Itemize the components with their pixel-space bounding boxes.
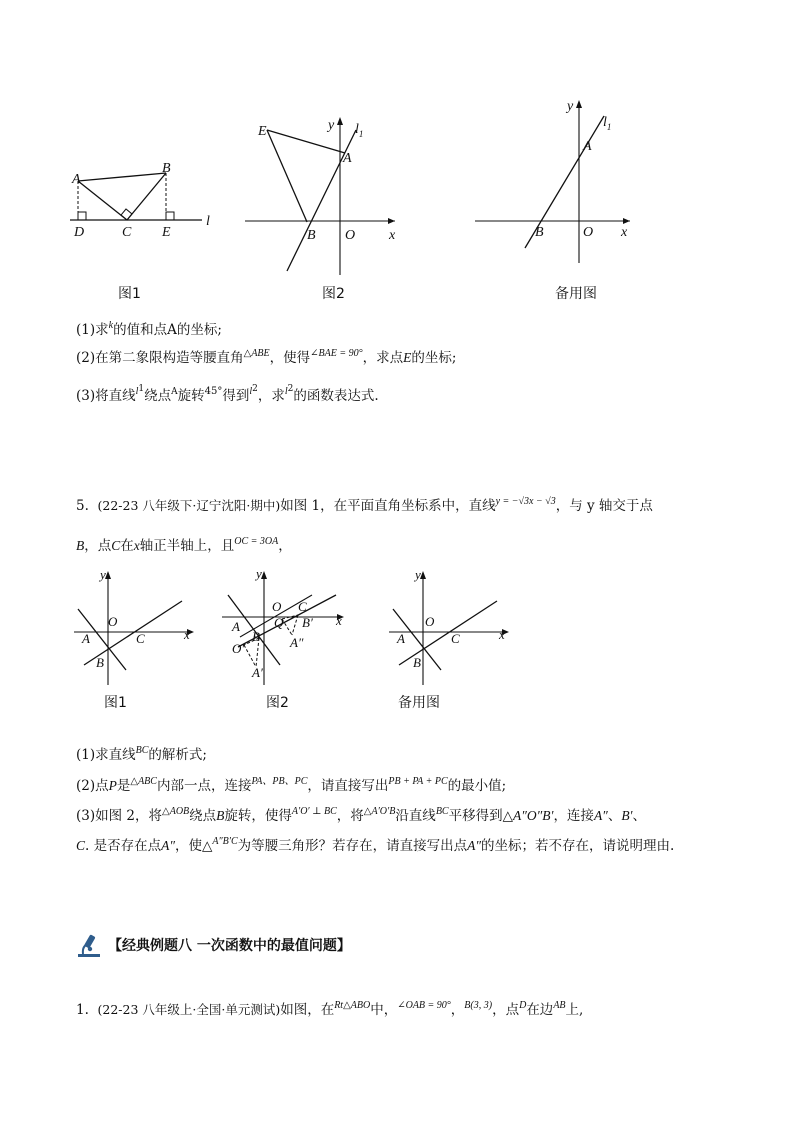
label-O: O bbox=[272, 599, 282, 614]
label-B: B bbox=[162, 161, 171, 176]
label-l: l bbox=[206, 214, 210, 229]
section-title: 【经典例题八 一次函数中的最值问题】 bbox=[108, 938, 351, 954]
label-l1: $l_1$ bbox=[603, 115, 612, 132]
q5-line1: 5. (22-23 八年级下·辽宁沈阳·期中)如图 1，在平面直角坐标系中，直线$^{y = -√3x - √3}$，与 y 轴交于点 bbox=[76, 496, 653, 514]
q5-part3-line1: (3)如图 2，将$^{\triangle AOB}$绕点B旋转，使得$^{A'O' \perp BC}$，将$^{\triangle A'O'B}$沿直线$^{BC}$平移得到△A″O″B′，连接A″、B′、 bbox=[76, 806, 647, 824]
label-y: y bbox=[415, 567, 421, 582]
q5-part1: (1)求直线$^{BC}$的解析式; bbox=[76, 745, 207, 763]
q4-part3: (3)将直线$^{l1}$绕点$^A$旋转$^{45^\circ}$得到$^{l2}$，求$^{l2}$的函数表达式. bbox=[76, 384, 379, 404]
label-A: A bbox=[72, 172, 81, 187]
caption-fig3-mid: 备用图 bbox=[398, 695, 440, 711]
label-B: B bbox=[252, 629, 260, 644]
label-C: C bbox=[122, 225, 132, 240]
label-C: C bbox=[298, 599, 307, 614]
label-B: B bbox=[535, 225, 544, 240]
caption-fig1-top: 图1 bbox=[118, 286, 141, 302]
q5-part3-line2: C. 是否存在点A″，使△$^{A''B'C}$为等腰三角形？若存在，请直接写出点A″的坐标；若不存在，请说明理由. bbox=[76, 836, 675, 854]
q1-line1: 1. (22-23 八年级上·全国·单元测试)如图，在$^{Rt\triangle ABO}$中，$^{\angle OAB = 90^\circ}$，$^{B(3, 3)}$，点$^D$在边$^{AB}$上, bbox=[76, 1000, 584, 1018]
label-Q: Q bbox=[274, 615, 284, 630]
caption-fig3-top: 备用图 bbox=[555, 286, 597, 302]
q5-line2: B，点C在x轴正半轴上，且$^{OC = 3OA}$， bbox=[76, 536, 292, 554]
label-C: C bbox=[451, 631, 460, 646]
label-C: C bbox=[136, 631, 145, 646]
label-B: B bbox=[307, 228, 316, 243]
label-y: y bbox=[256, 566, 262, 581]
q4-part1: (1)求$^k$的值和点A的坐标; bbox=[76, 320, 222, 338]
label-E: E bbox=[162, 225, 171, 240]
figure-3-top bbox=[475, 98, 640, 263]
label-O: O bbox=[583, 225, 594, 240]
label-x: x bbox=[389, 228, 396, 243]
label-y: y bbox=[567, 99, 574, 114]
label-O: O bbox=[108, 614, 118, 629]
label-A: A bbox=[583, 139, 592, 154]
caption-fig2-top: 图2 bbox=[322, 286, 345, 302]
label-A: A bbox=[397, 631, 405, 646]
label-B-prime: B′ bbox=[302, 615, 313, 630]
microscope-icon bbox=[76, 932, 104, 958]
label-A: A bbox=[232, 619, 240, 634]
label-O-prime: O′ bbox=[232, 641, 245, 656]
label-B: B bbox=[413, 655, 421, 670]
label-x: x bbox=[499, 627, 505, 642]
figure-1-mid bbox=[70, 565, 200, 685]
label-A-double-prime: A″ bbox=[290, 635, 304, 650]
figure-3-mid bbox=[385, 565, 515, 685]
section-heading bbox=[76, 932, 351, 958]
label-A: A bbox=[82, 631, 90, 646]
q4-part2: (2)在第二象限构造等腰直角$^{\triangle ABE}$，使得$^{\angle BAE = 90^\circ}$，求点E的坐标; bbox=[76, 348, 457, 366]
caption-fig2-mid: 图2 bbox=[266, 695, 289, 711]
label-B: B bbox=[96, 655, 104, 670]
label-O: O bbox=[425, 614, 435, 629]
label-y: y bbox=[100, 567, 106, 582]
label-D: D bbox=[74, 225, 85, 240]
figure-2-mid bbox=[218, 565, 358, 685]
figure-1-top bbox=[70, 155, 220, 240]
q5-part2: (2)点P是$^{\triangle ABC}$内部一点，连接$^{PA、PB、PC}$，请直接写出$^{PB + PA + PC}$的最小值; bbox=[76, 776, 507, 794]
label-x: x bbox=[184, 627, 190, 642]
label-x: x bbox=[621, 225, 628, 240]
label-A: A bbox=[343, 151, 352, 166]
label-E: E bbox=[258, 124, 267, 139]
label-y: y bbox=[328, 118, 335, 133]
label-x: x bbox=[336, 613, 342, 628]
caption-fig1-mid: 图1 bbox=[104, 695, 127, 711]
label-A-prime: A′ bbox=[252, 665, 263, 680]
figure-2-top bbox=[245, 115, 410, 275]
label-l1: $l_1$ bbox=[355, 122, 364, 139]
label-O: O bbox=[345, 228, 356, 243]
